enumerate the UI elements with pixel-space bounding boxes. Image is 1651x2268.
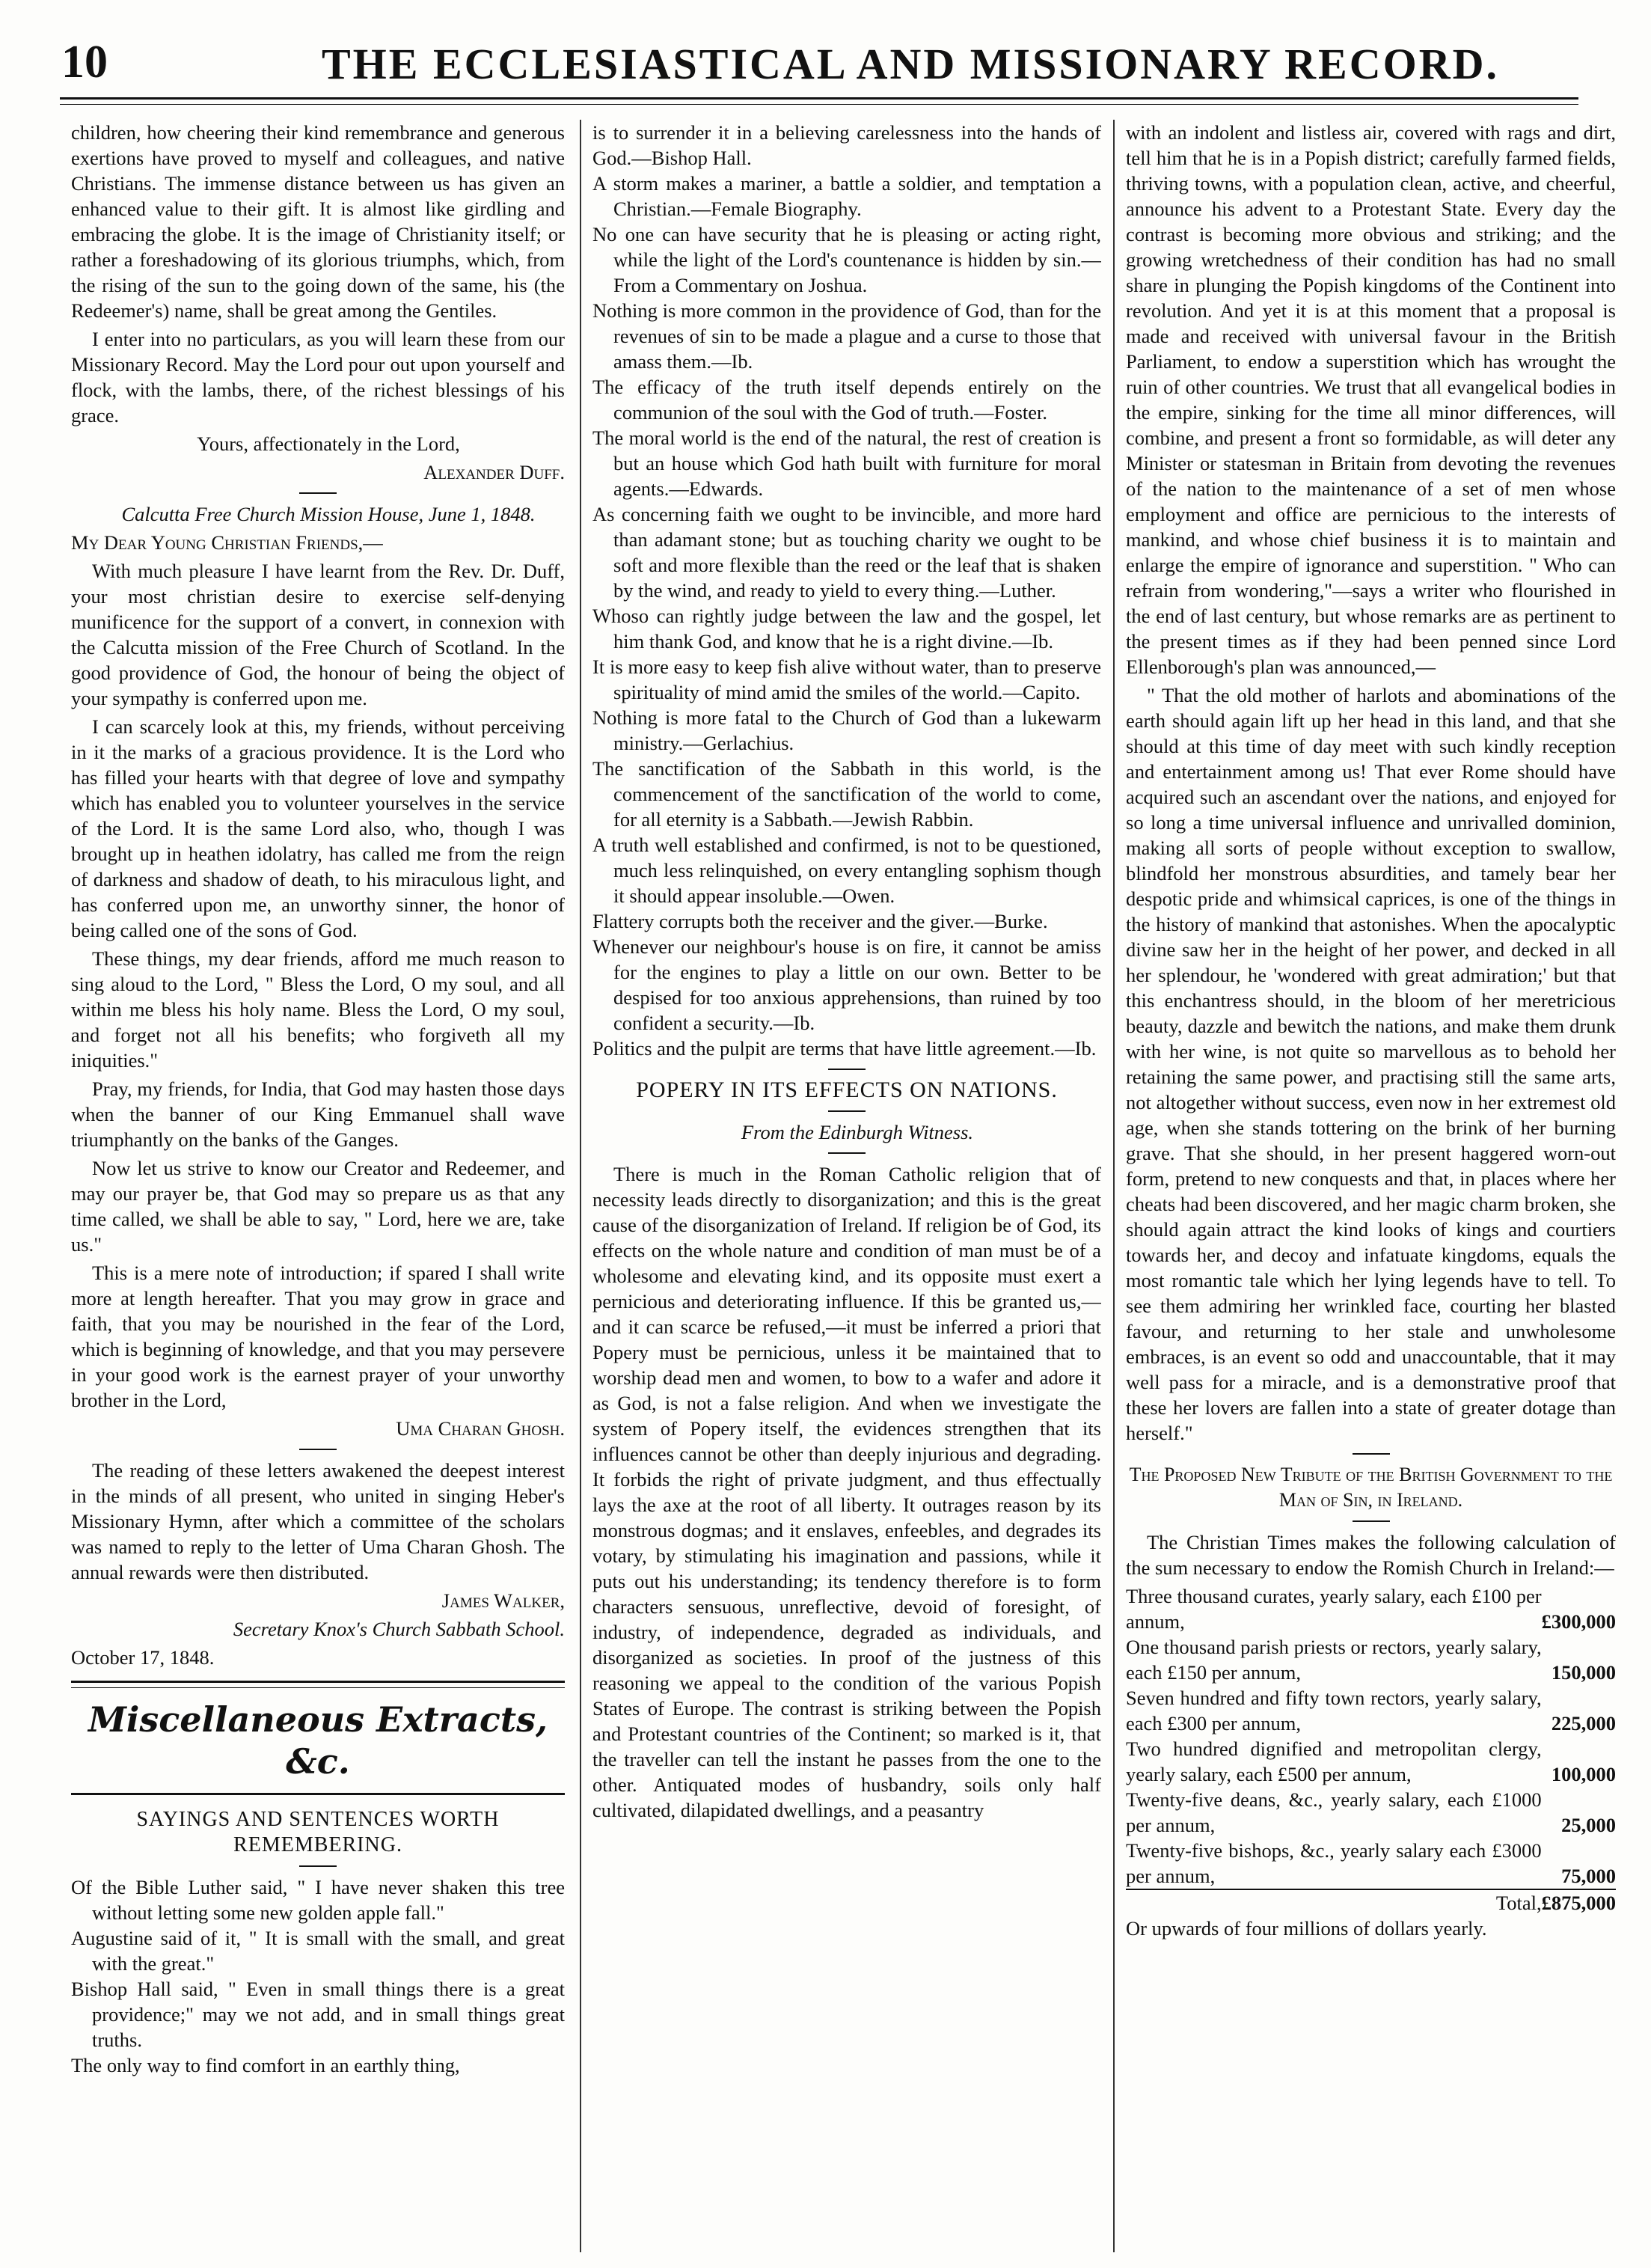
saying-item: Bishop Hall said, " Even in small things there is a great providence;" may we not add, and in small things great truths. bbox=[71, 1978, 565, 2051]
article-source: From the Edinburgh Witness. bbox=[741, 1121, 974, 1143]
table-total-label: Total, bbox=[1126, 1889, 1542, 1916]
page-number: 10 bbox=[61, 37, 108, 88]
saying-item: The efficacy of the truth itself depends entirely on the communion of the soul with the God of truth.—Foster. bbox=[592, 376, 1101, 424]
table-row bbox=[1126, 1685, 1616, 1736]
table-note: Or upwards of four millions of dollars yearly. bbox=[1126, 1917, 1487, 1940]
report-date: October 17, 1848. bbox=[71, 1646, 215, 1669]
letter-paragraph: This is a mere note of introduction; if spared I shall write more at length hereafter. That you may grow in grace and faith, that you may be nourished in the fear of the Lord, which is beginning of knowledge, and that you may persevere in your good work is the earnest prayer of your unworthy brother in the Lord, bbox=[71, 1262, 565, 1411]
table-cell-amount: 225,000 bbox=[1551, 1712, 1616, 1734]
letter-signature: Alexander Duff. bbox=[423, 461, 565, 483]
saying-item: Whenever our neighbour's house is on fire, it cannot be amiss for the engines to play a little on our own. Better to be despised for too anxious apprehensions, than ruined by too confident a security.—Ib. bbox=[592, 935, 1101, 1034]
table-cell-amount: 75,000 bbox=[1561, 1865, 1616, 1887]
table-cell-item: Seven hundred and fifty town rectors, yearly salary, each £300 per annum, bbox=[1126, 1687, 1542, 1734]
table-total-row bbox=[1126, 1889, 1616, 1916]
letter-closing: Yours, affectionately in the Lord, bbox=[197, 432, 460, 455]
section-rule bbox=[71, 1681, 565, 1688]
table-cell-item: One thousand parish priests or rectors, yearly salary, each £150 per annum, bbox=[1126, 1636, 1542, 1684]
report-paragraph: The reading of these letters awakened the deepest interest in the minds of all present, who united in singing Heber's Missionary Hymn, after which a committee of the scholars was named to reply to the letter of Uma Charan Ghosh. The annual rewards were then distributed. bbox=[71, 1459, 565, 1583]
separator bbox=[828, 1069, 866, 1070]
article-paragraph: with an indolent and listless air, covered with rags and dirt, tell him that he is in a Popish district; carefully farmed fields, thriving towns, with a population clean, active, and cheerful, announce his advent to a Protestant State. Every day the contrast is becoming more obvious and striking; and the growing wretchedness of their condition has had no small share in plunging the Popish kingdoms of the Continent into revolution. And yet it is at this moment that a proposal is made and received with universal favour in the British Parliament, to endow a superstition which has wrought the ruin of other countries. We trust that all evangelical bodies in the empire, sinking for the time all minor differences, will combine, and present a front so formidable, as will deter any Minister or statesman in Britain from devoting the revenues of the nation to the maintenance of a set of men whose employment and office are pernicious to the interests of mankind, and whose chief business it is to maintain and enlarge the empire of ignorance and superstition. " Who can refrain from wondering,"—says a writer who flourished in the end of last century, but whose remarks are as pertinent to the present times as if they had been penned since Lord Ellenborough's plan was announced,— bbox=[1126, 121, 1616, 678]
section-rule bbox=[71, 1793, 565, 1797]
saying-item: The sanctification of the Sabbath in this world, is the commencement of the sanctification of the world to come, for all eternity is a Sabbath.—Jewish Rabbin. bbox=[592, 757, 1101, 831]
letter-paragraph: I enter into no particulars, as you will learn these from our Missionary Record. May the Lord pour out upon yourself and flock, with the lambs, there, of the richest blessings of his grace. bbox=[71, 328, 565, 427]
separator bbox=[1353, 1520, 1390, 1522]
letter-salutation: My Dear Young Christian Friends,— bbox=[71, 531, 383, 554]
separator bbox=[828, 1152, 866, 1154]
saying-item: Nothing is more common in the providence of God, than for the revenues of sin to be made a plague and a curse to those that amass them.—Ib. bbox=[592, 299, 1101, 373]
quote-paragraph: " That the old mother of harlots and abominations of the earth should again lift up her head in this land, and that she should at this time of day meet with such kindly reception and entertainment among us! That ever Rome should have acquired such an ascendant over the nations, and enjoyed for so long a time universal influence and unrivalled dominion, making all sorts of people without exception to swallow, blindfold her monstrous absurdities, and tamely bear her despotic pride and whimsical caprices, is one of the things in the history of mankind that astonishes. When the apocalyptic divine saw her in the height of her power, and decked in all her splendour, he 'wondered with great admiration;' but that this enchantress should, in the bloom of her meretricious beauty, dazzle and bewitch the nations, and make them drunk with her wine, is not quite so marvellous as to behold her retaining the same power, and practising still the same arts, not altogether without success, even now in her extremest old age, when she stands tottering on the brink of her burning grave. That she should, in her present haggered worn-out form, pretend to new conquests and that, in places where her cheats had been discovered, and her magic charm broken, she should again attract the kind looks of kings and courtiers towards her, and decoy and infatuate kingdoms, equals the most romantic tale which her lying legends have to tell. To see them admiring her wrinkled face, courting her blasted favour, and returning to her stale and unwholesome embraces, is an event so odd and unaccountable, that it may well pass for a miracle, and is a demonstrative proof that these her lovers are fallen into a state of greater dotage than herself." bbox=[1126, 684, 1616, 1444]
table-cell-amount: £300,000 bbox=[1541, 1610, 1616, 1633]
table-cell-item: Twenty-five bishops, &c., yearly salary each £3000 per annum, bbox=[1126, 1839, 1542, 1887]
table-row bbox=[1126, 1634, 1616, 1685]
letter-paragraph: I can scarcely look at this, my friends, without perceiving in it the marks of a gracious providence. It is the Lord who has filled your hearts with that degree of love and sympathy which has enabled you to volunteer yourselves in the service of the Lord. It is the same Lord also, who, though I was brought up in heathen idolatry, has called me from the reign of darkness and shadow of death, to his miraculous light, and has conferred upon me, an unworthy sinner, the honor of being called one of the sons of God. bbox=[71, 715, 565, 941]
table-cell-item: Two hundred dignified and metropolitan clergy, yearly salary, each £500 per annum, bbox=[1126, 1737, 1542, 1785]
separator bbox=[1353, 1453, 1390, 1455]
section-heading: Miscellaneous Extracts, &c. bbox=[88, 1699, 548, 1782]
table-cell-item: Three thousand curates, yearly salary, each £100 per annum, bbox=[1126, 1585, 1542, 1633]
saying-item: A storm makes a mariner, a battle a soldier, and temptation a Christian.—Female Biography. bbox=[592, 172, 1101, 220]
saying-item: Of the Bible Luther said, " I have never shaken this tree without letting some new golden apple fall." bbox=[71, 1876, 565, 1924]
table-cell-item: Twenty-five deans, &c., yearly salary, each £1000 per annum, bbox=[1126, 1788, 1542, 1836]
article-heading: The Proposed New Tribute of the British Government to the Man of Sin, in Ireland. bbox=[1129, 1464, 1613, 1511]
table-row bbox=[1126, 1736, 1616, 1787]
letter-paragraph: Pray, my friends, for India, that God may hasten those days when the banner of our King Emmanuel shall wave triumphantly on the banks of the Ganges. bbox=[71, 1078, 565, 1151]
salary-table bbox=[1126, 1583, 1616, 1916]
letter-paragraph: Now let us strive to know our Creator and Redeemer, and may our prayer be, that God may so prepare us as that any time called, we shall be able to say, " Lord, here we are, take us." bbox=[71, 1157, 565, 1256]
letter-dateline: Calcutta Free Church Mission House, June 1, 1848. bbox=[121, 503, 536, 525]
table-row bbox=[1126, 1583, 1616, 1634]
separator bbox=[299, 1865, 337, 1867]
table-cell-amount: 25,000 bbox=[1561, 1814, 1616, 1836]
letter-paragraph: These things, my dear friends, afford me much reason to sing aloud to the Lord, " Bless the Lord, O my soul, and all within me bless his holy name. Bless the Lord, O my soul, and forget not all his benefits; who forgiveth all my iniquities." bbox=[71, 947, 565, 1072]
saying-item: Augustine said of it, " It is small with the small, and great with the great." bbox=[71, 1927, 565, 1975]
saying-item: Politics and the pulpit are terms that have little agreement.—Ib. bbox=[592, 1037, 1097, 1060]
saying-item: The only way to find comfort in an earthly thing, bbox=[71, 2054, 460, 2076]
saying-item: is to surrender it in a believing carelessness into the hands of God.—Bishop Hall. bbox=[592, 121, 1101, 169]
table-row bbox=[1126, 1787, 1616, 1838]
article-heading: POPERY IN ITS EFFECTS ON NATIONS. bbox=[636, 1078, 1058, 1102]
table-cell-amount: 150,000 bbox=[1551, 1661, 1616, 1684]
column-3 bbox=[1126, 120, 1616, 2252]
report-signature-name: James Walker, bbox=[441, 1589, 565, 1612]
saying-item: No one can have security that he is pleasing or acting right, while the light of the Lord's countenance is hidden by sin.—From a Commentary on Joshua. bbox=[592, 223, 1101, 296]
subsection-heading: SAYINGS AND SENTENCES WORTH REMEMBERING. bbox=[136, 1808, 500, 1856]
letter-signature: Uma Charan Ghosh. bbox=[396, 1417, 565, 1440]
saying-item: Nothing is more fatal to the Church of God than a lukewarm ministry.—Gerlachius. bbox=[592, 706, 1101, 754]
table-row bbox=[1126, 1838, 1616, 1889]
separator bbox=[299, 492, 337, 494]
article-paragraph: The Christian Times makes the following calculation of the sum necessary to endow the Romish Church in Ireland:— bbox=[1126, 1531, 1616, 1579]
report-signature-title: Secretary Knox's Church Sabbath School. bbox=[233, 1618, 565, 1640]
column-divider bbox=[580, 120, 581, 2252]
saying-item: It is more easy to keep fish alive without water, than to preserve spirituality of mind amid the smiles of the world.—Capito. bbox=[592, 655, 1101, 703]
separator bbox=[299, 1449, 337, 1450]
saying-item: A truth well established and confirmed, is not to be questioned, much less relinquished, on every entangling sophism though it should appear insoluble.—Owen. bbox=[592, 834, 1101, 907]
letter-paragraph: children, how cheering their kind remembrance and generous exertions have proved to myself and colleagues, and native Christians. The immense distance between us has given an enhanced value to their gift. It is almost like girdling and embracing the globe. It is the image of Christianity itself; or rather a foreshadowing of its glorious triumphs, which, from the rising of the sun to the going down of the same, his (the Redeemer's) name, shall be great among the Gentiles. bbox=[71, 121, 565, 322]
saying-item: The moral world is the end of the natural, the rest of creation is but an house which God hath built with furniture for moral agents.—Edwards. bbox=[592, 427, 1101, 500]
saying-item: As concerning faith we ought to be invincible, and more hard than adamant stone; but as touching charity we ought to be soft and more flexible than the reed or the leaf that is shaken by the wind, and ready to yield to every thing.—Luther. bbox=[592, 503, 1101, 602]
saying-item: Whoso can rightly judge between the law and the gospel, let him thank God, and know that he is a right divine.—Ib. bbox=[592, 605, 1101, 652]
column-divider bbox=[1113, 120, 1115, 2252]
column-2 bbox=[592, 120, 1101, 2252]
saying-item: Flattery corrupts both the receiver and the giver.—Burke. bbox=[592, 910, 1048, 932]
separator bbox=[828, 1110, 866, 1112]
table-total-amount: £875,000 bbox=[1542, 1889, 1616, 1916]
letter-paragraph: With much pleasure I have learnt from the Rev. Dr. Duff, your most christian desire to exercise self-denying munificence for the support of a convert, in connexion with the Calcutta mission of the Free Church of Scotland. In the good providence of God, the honour of being the object of your sympathy is conferred upon me. bbox=[71, 560, 565, 709]
column-1 bbox=[71, 120, 565, 2252]
table-cell-amount: 100,000 bbox=[1551, 1763, 1616, 1785]
article-paragraph: There is much in the Roman Catholic religion that of necessity leads directly to disorganization; and this is the great cause of the disorganization of Ireland. If religion be of God, its effects on the whole nature and condition of man must be of a wholesome and elevating kind, and its opposite must exert a pernicious and deteriorating influence. If this be granted us,—and it can scarce be refused,—it must be inferred a priori that Popery must be pernicious, unless it be maintained that to worship dead men and women, to bow to a wafer and adore it as God, is not a false religion. And when we investigate the system of Popery itself, the evidences strengthen that its influences cannot be other than deeply injurious and degrading. It forbids the right of private judgment, and thus effectually lays the axe at the root of all liberty. It outrages reason by its monstrous dogmas; and it enslaves, enfeebles, and degrades its votary, by stimulating his imagination and passions, while it puts out his understanding; its tendency therefore is to form characters sensuous, unreflective, devoid of foresight, of industry, of independence, degraded as individuals, and disorganized as societies. In proof of the justness of this reasoning we appeal to the condition of the various Popish States of Europe. The contrast is striking between the Popish and Protestant countries of the Continent; so marked is it, that the traveller can tell the instant he passes from the one to the other. Antiquated modes of husbandry, soils only half cultivated, dilapidated dwellings, and a peasantry bbox=[592, 1163, 1101, 1821]
masthead-title: THE ECCLESIASTICAL AND MISSIONARY RECORD. bbox=[322, 40, 1499, 88]
masthead-rule bbox=[60, 97, 1578, 105]
